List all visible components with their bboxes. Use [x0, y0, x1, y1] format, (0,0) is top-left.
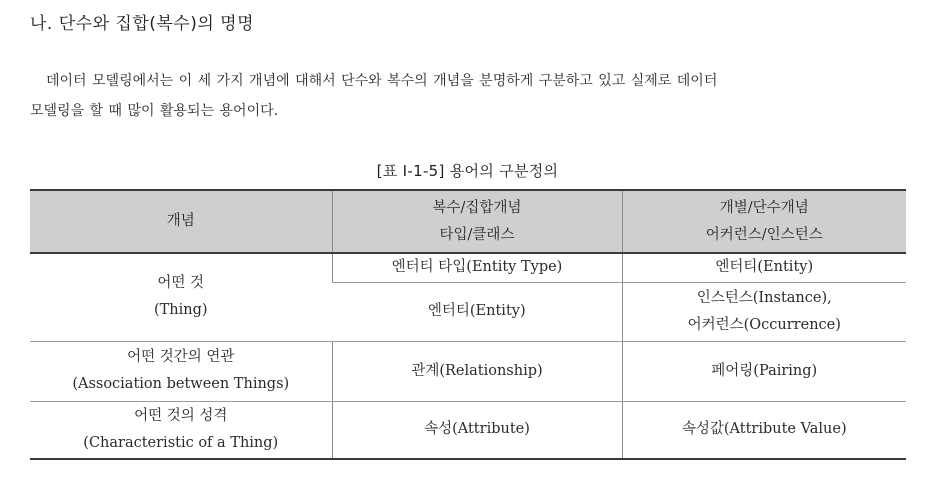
cell-association-single: 페어링(Pairing): [622, 341, 906, 401]
cell-thing-single-2: [622, 282, 906, 341]
paragraph-line-2: 모델링을 할 때 많이 활용되는 용어이다.: [30, 103, 279, 119]
paragraph-line-1-text: 데이터 모델링에서는 이 세 가지 개념에 대해서 단수와 복수의 개념을 분명하게 구분하고 있고 실제로 데이터: [46, 73, 718, 89]
section-heading: 나. 단수와 집합(복수)의 명명: [30, 14, 255, 34]
cell-association-concept: [30, 341, 332, 401]
cell-thing-plural-2: 엔터티(Entity): [332, 282, 622, 341]
table-caption: [표 Ⅰ-1-5] 용어의 구분정의: [376, 162, 559, 180]
header-plural-concept: [332, 190, 622, 253]
thing-single-2-line-2: 어커런스(Occurrence): [687, 316, 841, 333]
cell-association-plural: 관계(Relationship): [332, 341, 622, 401]
cell-characteristic-concept: [30, 401, 332, 459]
cell-thing-plural-1: 엔터티 타입(Entity Type): [332, 253, 622, 282]
header-concept: 개념: [30, 190, 332, 253]
table-row-characteristic: [30, 401, 906, 459]
cell-thing-concept: [30, 253, 332, 341]
cell-characteristic-plural: 속성(Attribute): [332, 401, 622, 459]
terminology-table: [30, 189, 906, 460]
header-plural-line-1: 복수/집합개념: [432, 199, 522, 216]
header-plural-line-2: 타입/클래스: [439, 226, 515, 243]
characteristic-concept-line-2: (Characteristic of a Thing): [83, 434, 279, 451]
characteristic-concept-line-1: 어떤 것의 성격: [134, 407, 228, 424]
cell-thing-single-1: 엔터티(Entity): [622, 253, 906, 282]
thing-concept-line-1: 어떤 것: [157, 275, 205, 292]
table-row-thing-1: [30, 253, 906, 282]
header-single-line-1: 개별/단수개념: [719, 199, 809, 216]
body-paragraph: [30, 66, 906, 126]
paragraph-line-1: [30, 66, 906, 96]
table-row-association: [30, 341, 906, 401]
header-single-concept: [622, 190, 906, 253]
header-single-line-2: 어커런스/인스턴스: [705, 226, 823, 243]
thing-concept-line-2: (Thing): [153, 302, 208, 319]
cell-characteristic-single: 속성값(Attribute Value): [622, 401, 906, 459]
table-header-row: [30, 190, 906, 253]
association-concept-line-1: 어떤 것간의 연관: [127, 349, 235, 365]
association-concept-line-2: (Association between Things): [72, 376, 290, 392]
thing-single-2-line-1: 인스턴스(Instance),: [696, 289, 832, 306]
